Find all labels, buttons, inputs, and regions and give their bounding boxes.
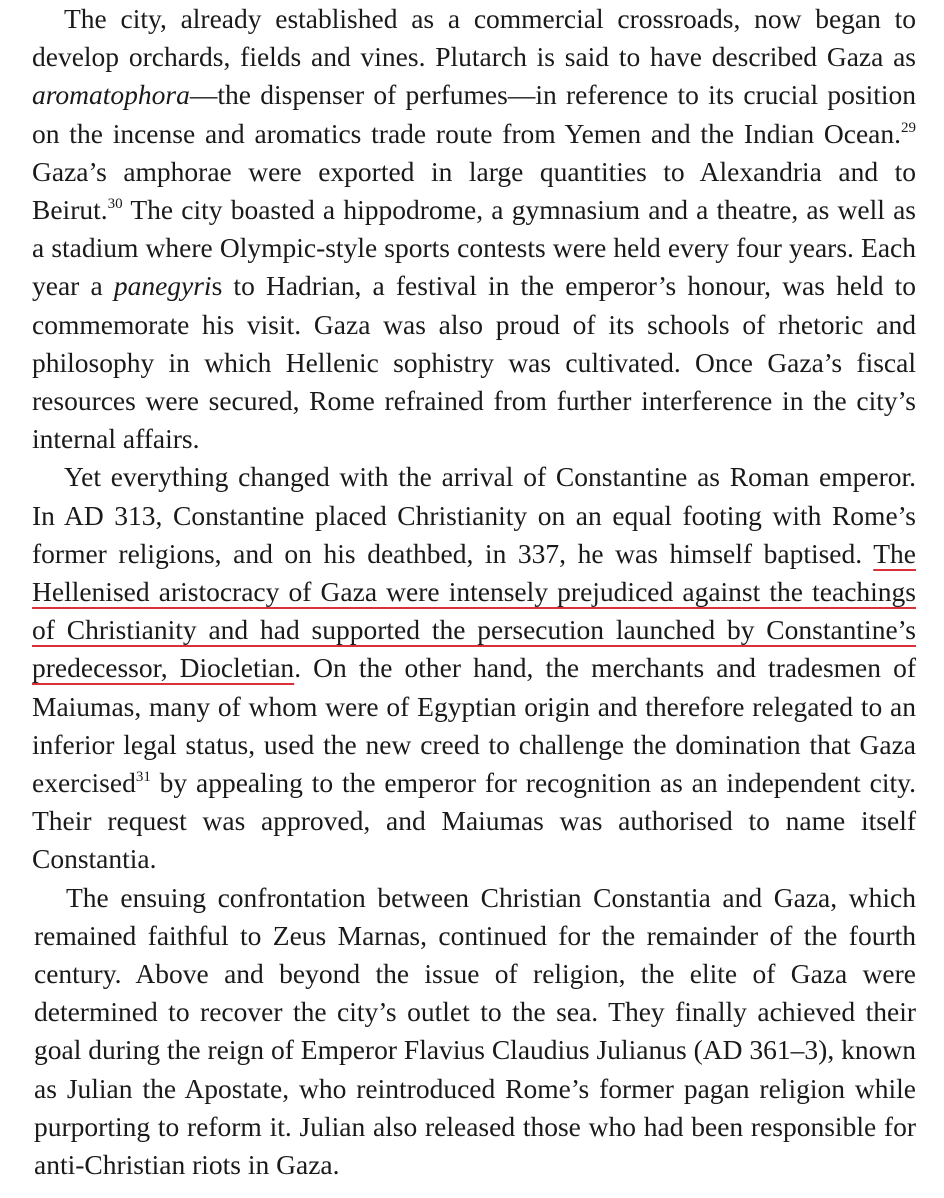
paragraph-2 — [32, 458, 916, 878]
italic-term-aromatophora: aromatophora — [32, 79, 190, 111]
text-run: The ensuing confrontation between Christian Constantia and Gaza, which remained faithful to Zeus Marnas, continued for the remainder of the fourth century. Above and beyond the issue of religion, the elite of Gaza were determined to recover the city’s outlet to the sea. They finally achieved their goal during the reign of Emperor Flavius Claudius Julianus (AD 361–3), known as Julian the Apostate, who reintroduced Rome’s former pagan religion while purporting to reform it. Julian also released those who had been responsible for anti-Christian riots in Gaza. — [34, 881, 916, 1181]
text-run: . On the other hand, the merchants and tradesmen of Maiumas, many of whom were of Egyptian origin and therefore relegated to an inferior legal status, used the new creed to challenge the domination that Gaza exercised — [32, 652, 916, 799]
footnote-ref-31[interactable]: 31 — [135, 769, 151, 786]
paragraph-1 — [32, 0, 916, 458]
footnote-ref-30[interactable]: 30 — [107, 196, 123, 213]
text-run: —the dispenser of perfumes—in reference to its crucial position on the incense and aromatics trade route from Yemen and the Indian Ocean. — [32, 79, 916, 149]
document-page — [32, 0, 916, 1184]
text-run: The city boasted a hippodrome, a gymnasium and a theatre, as well as a stadium where Olympic-style sports contests were held every four years. Each year a — [32, 194, 916, 302]
text-run: s to Hadrian, a festival in the emperor’s honour, was held to commemorate his visit. Gaza was also proud of its schools of rhetoric and philosophy in which Hellenic sophistry was cultivated. Once Gaza’s fiscal resources were secured, Rome refrained from further interference in the city’s internal affairs. — [32, 270, 916, 455]
text-run: The city, already established as a commercial crossroads, now began to develop orchards, fields and vines. Plutarch is said to have described Gaza as — [32, 3, 916, 73]
text-run: Gaza’s amphorae were exported in large quantities to Alexandria and to Beirut. — [32, 155, 916, 226]
text-run: Yet everything changed with the arrival of Constantine as Roman emperor. In AD 313, Constantine placed Christianity on an equal footing with Rome’s former religions, and on his deathbed, in 337, he was himself baptised. — [32, 461, 916, 569]
italic-term-panegyris: panegyri — [113, 270, 212, 302]
text-run: by appealing to the emperor for recognition as an independent city. Their request was approved, and Maiumas was authorised to name itself Constantia. — [32, 767, 916, 875]
footnote-ref-29[interactable]: 29 — [901, 119, 916, 136]
highlighted-passage[interactable]: The Hellenised aristocracy of Gaza were intensely prejudiced against the teachings of Christianity and had supported the persecution launched by Constantine’s predecessor, Diocletian — [32, 537, 916, 684]
paragraph-3 — [32, 879, 916, 1185]
